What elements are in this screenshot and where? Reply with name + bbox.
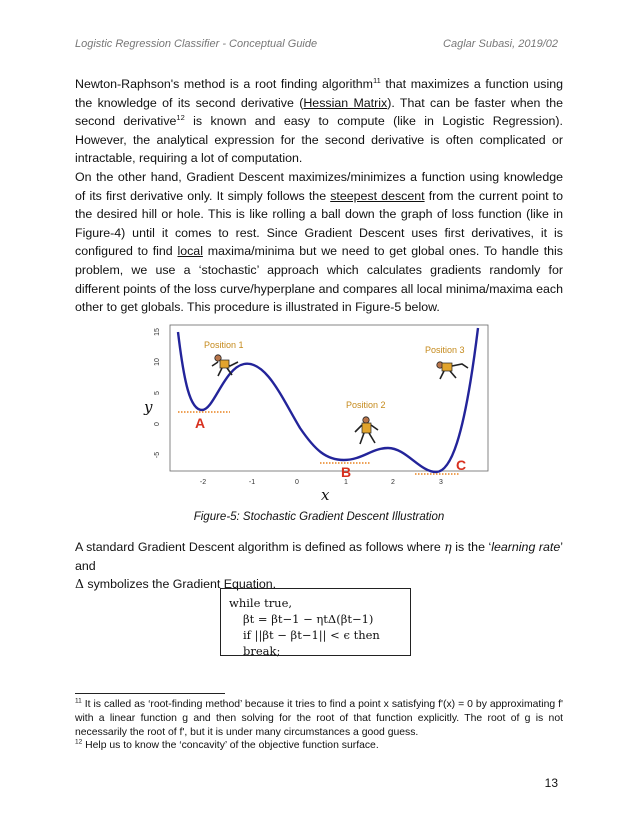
learning-rate-term: learning rate bbox=[491, 540, 561, 554]
running-header-title: Logistic Regression Classifier - Conceptual Guide bbox=[75, 38, 318, 50]
text: that maximizes a function using the knowledge of its second derivative ( bbox=[75, 77, 563, 110]
paragraph-algorithm-intro bbox=[75, 538, 563, 594]
x-tick: -2 bbox=[199, 479, 207, 486]
point-a-label: A bbox=[195, 415, 206, 431]
y-tick: -5 bbox=[154, 451, 161, 459]
climber-figure-2 bbox=[355, 417, 378, 444]
text: maxima/minima but we need to get global ones. To handle this problem, we use a ‘stochastic’ approach which calculates gradients randomly for different points of the loss curve/hyperplane and compares all local minima/maxima each other to get globals. This procedure is illustrated in Figure-5 below. bbox=[75, 244, 563, 315]
algo-line-1: while true, bbox=[229, 596, 293, 610]
footnote-ref-11[interactable]: 11 bbox=[373, 75, 381, 85]
footnote-number: 12 bbox=[75, 738, 83, 746]
running-header-author: Caglar Subasi, 2019/02 bbox=[443, 38, 558, 50]
paragraph-gradient-descent bbox=[75, 168, 563, 317]
climber-figure-3 bbox=[437, 362, 468, 379]
page-number: 13 bbox=[544, 776, 558, 790]
footnote-number: 11 bbox=[75, 697, 82, 705]
text: On the other hand, Gradient Descent maximizes/minimizes a function using knowledge of its first derivative only. It simply follows the bbox=[75, 170, 563, 203]
point-c-label: C bbox=[456, 457, 467, 473]
algo-line-2: βt = βt−1 − ηtΔ(βt−1) bbox=[243, 612, 374, 626]
text: symbolizes the Gradient Equation. bbox=[83, 577, 277, 592]
x-tick: -1 bbox=[248, 479, 256, 486]
y-tick: 15 bbox=[154, 328, 161, 336]
point-b-label: B bbox=[341, 464, 352, 480]
paragraph-newton-raphson bbox=[75, 75, 563, 168]
footnote-12 bbox=[75, 739, 563, 753]
footnote-ref-12[interactable]: 12 bbox=[176, 113, 185, 123]
text: ’ and bbox=[75, 540, 563, 573]
text: is known and easy to compute (like in Logistic Regression). However, the analytical expression for the second derivative is often complicated or intractable, requiring a lot of computation. bbox=[75, 114, 563, 166]
y-tick: 5 bbox=[154, 391, 161, 395]
position-3-label: Position 3 bbox=[425, 345, 465, 355]
climber-figure-1 bbox=[212, 355, 238, 376]
figure-sgd-illustration bbox=[140, 322, 500, 504]
text: A standard Gradient Descent algorithm is defined as follows where bbox=[75, 540, 445, 554]
local-link[interactable]: local bbox=[177, 244, 203, 259]
text: Newton-Raphson's method is a root finding algorithm bbox=[75, 77, 374, 91]
algorithm-box bbox=[220, 588, 411, 656]
hessian-matrix-link[interactable]: Hessian Matrix bbox=[303, 95, 388, 110]
text: Help us to know the ‘concavity’ of the objective function surface. bbox=[82, 740, 379, 751]
x-tick: 1 bbox=[344, 479, 348, 486]
position-1-label: Position 1 bbox=[204, 340, 244, 350]
x-tick: 0 bbox=[295, 479, 299, 486]
text: from the current point to the desired hill or hole. This is like rolling a ball down the graph of loss function (like in Figure-4) until it comes to rest. Since Gradient Descent uses first derivatives, it is configured to find bbox=[75, 188, 564, 259]
text: ). That can be faster when the second derivative bbox=[75, 95, 563, 129]
position-2-label: Position 2 bbox=[346, 400, 386, 410]
y-tick: 0 bbox=[154, 422, 161, 426]
x-axis-label: x bbox=[321, 486, 330, 504]
y-axis-label: y bbox=[144, 398, 153, 416]
footnote-11 bbox=[75, 698, 563, 741]
algo-line-3: if ||βt − βt−1|| < ϵ then break; bbox=[243, 628, 380, 658]
footnote-divider bbox=[75, 693, 225, 694]
text: is the ‘ bbox=[451, 540, 492, 554]
text: It is called as ‘root-finding method’ because it tries to find a point x satisfying f'(x) = 0 by approximating f' with a linear function g and then solving for the root of that function explicitly. The root of g is not necessarily the root of f', but it is under many circumstances a good guess. bbox=[75, 699, 563, 739]
x-tick: 2 bbox=[391, 479, 395, 486]
delta-symbol: Δ bbox=[75, 576, 84, 592]
x-tick: 3 bbox=[439, 479, 443, 486]
steepest-descent-link[interactable]: steepest descent bbox=[330, 188, 425, 203]
figure-caption: Figure-5: Stochastic Gradient Descent Illustration bbox=[193, 511, 445, 523]
eta-symbol: η bbox=[444, 539, 452, 554]
y-tick: 10 bbox=[154, 358, 161, 366]
